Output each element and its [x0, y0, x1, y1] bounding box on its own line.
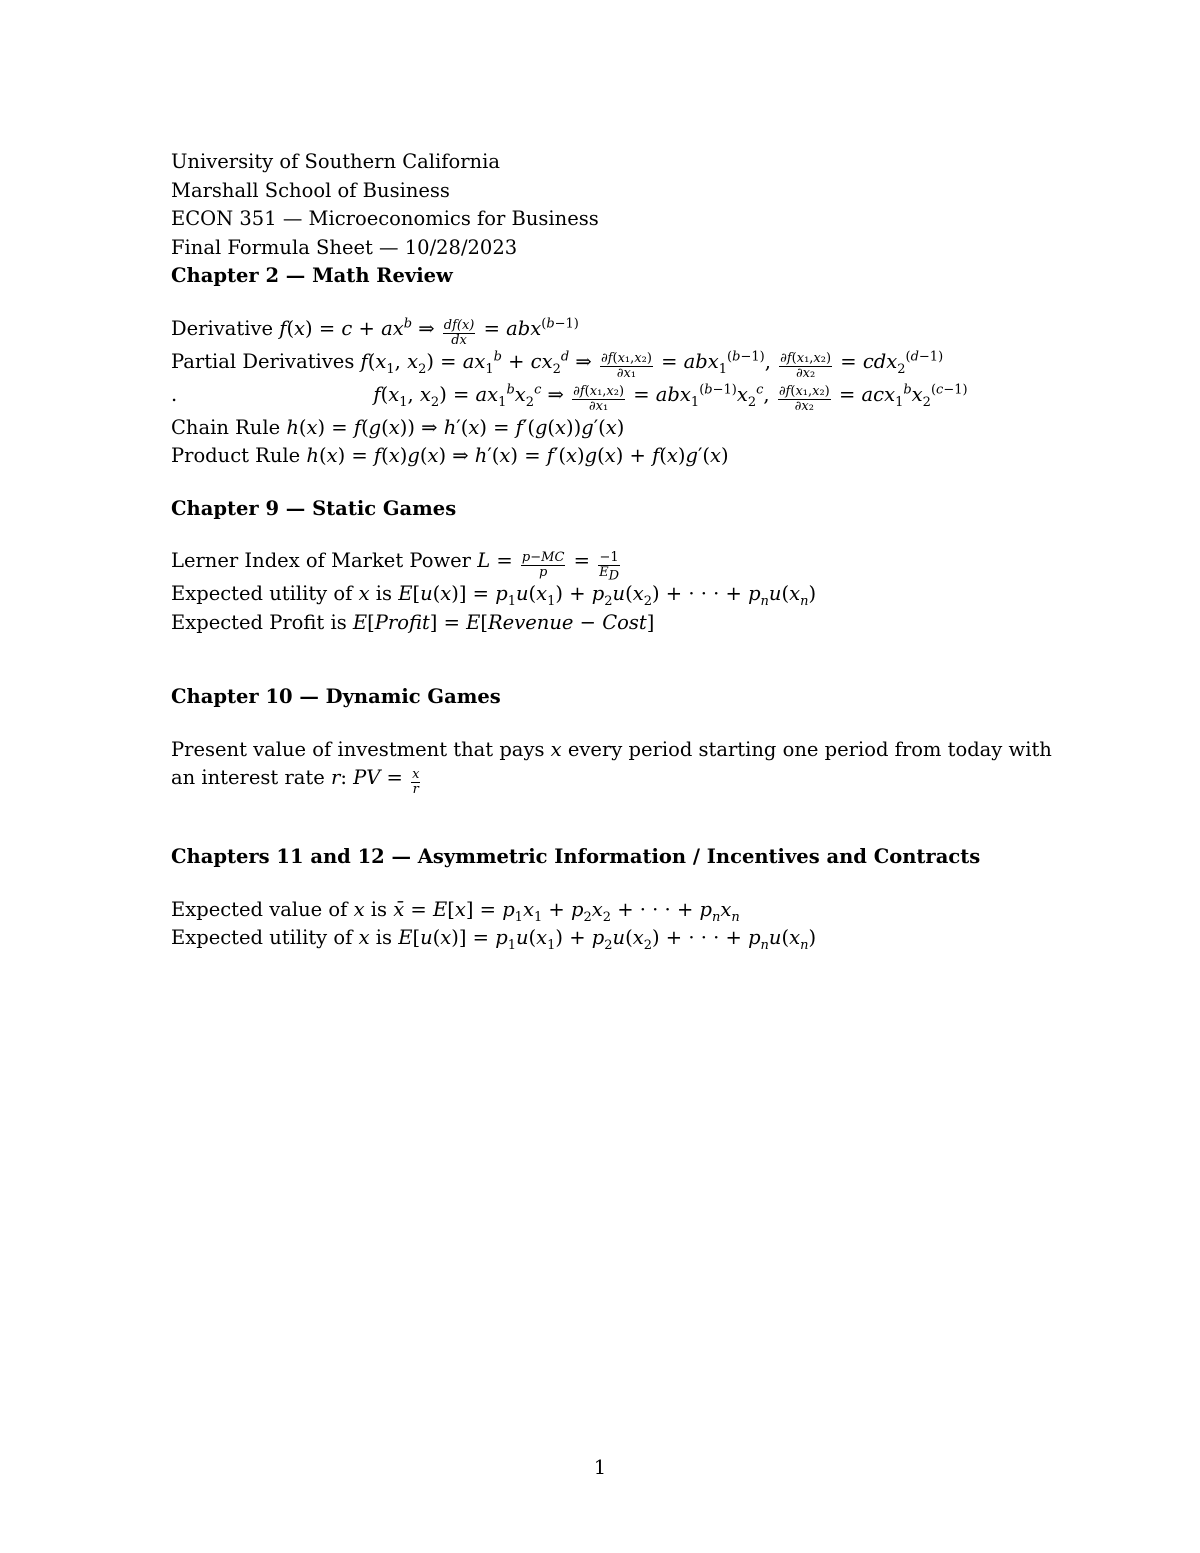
header-university: University of Southern California — [171, 150, 500, 173]
chain-rule-formula: Chain Rule h(x) = f(g(x)) ⇒ h′(x) = f′(g(x))g′(x) — [171, 415, 625, 439]
expected-profit-label: Expected Profit is — [171, 610, 347, 634]
expected-utility-formula-ch11: Expected utility of x is $E[u(x)] = p_1u(x_1) + p_2u(x_2)$ + · · · + $p_nu(x_n)$ — [171, 926, 817, 953]
expected-utility-formula-ch9: Expected utility of x is $E[u(x)] = p_1u(x_1) + p_2u(x_2)$ + · · · + $p_nu(x_n)$ — [171, 582, 817, 609]
chapter-9-heading: Chapter 9 — Static Games — [171, 496, 457, 520]
expected-value-formula: Expected value of x is x̄ = $E[x] = p_1x_1 + p_2x_2$ + · · · + $p_nx_n$ — [171, 897, 740, 925]
derivative-label: Derivative — [171, 316, 274, 340]
pv-text-part-2: every period starting one period from today with — [567, 737, 1052, 761]
chapters-11-12-heading: Chapters 11 and 12 — Asymmetric Information / Incentives and Contracts — [171, 845, 981, 868]
product-rule-formula: Product Rule h(x) = f(x)g(x) ⇒ h′(x) = f′(x)g(x) + f(x)g′(x) — [171, 444, 729, 467]
pv-text-part-3: an interest rate — [171, 766, 325, 789]
header-course: ECON 351 — Microeconomics for Business — [171, 207, 599, 230]
page-number: 1 — [593, 1456, 607, 1479]
present-value-text-line-1: Present value of investment that pays x every period starting one period from today with — [171, 737, 1052, 761]
lerner-index-label: Lerner Index of Market Power — [171, 549, 471, 572]
header-sheet-title: Final Formula Sheet — 10/28/2023 — [171, 235, 518, 259]
continuation-mark: . — [171, 382, 178, 406]
expected-utility-label: Expected utility of — [171, 582, 353, 605]
chain-rule-label: Chain Rule — [171, 415, 281, 439]
partial-derivatives-formula-1: Partial Derivatives $f(x_1$, $x_2) = ax_1^b + cx_2^d$ ⇒ $\frac{\text{∂f(x₁,x₂)}}{\text{∂x₁}}$ = abx$_1^{(b-1)}$, $\frac{\text{∂f(x₁,x₂)}}{\text{∂x₂}}$ = cdx$_2^{(d-1)}$ — [171, 349, 944, 381]
partial-derivatives-label: Partial Derivatives — [171, 349, 355, 373]
derivative-formula: Derivative $f(x) = c + ax^b$ ⇒ $\frac{df(x)}{dx}$ = abx$^{(b-1)}$ — [171, 316, 579, 348]
chapter-10-heading: Chapter 10 — Dynamic Games — [171, 685, 501, 708]
header-school: Marshall School of Business — [171, 178, 450, 202]
partial-derivatives-formula-2: . $f(x_1$, $x_2) = ax_1^bx_2^c$ ⇒ $\frac{\text{∂f(x₁,x₂)}}{\text{∂x₁}}$ = $abx_1^{(b-1)}x_2^c$, $\frac{\text{∂f(x₁,x₂)}}{\text{∂x₂}}$ = $acx_1^bx_2^{(c-1)}$ — [171, 382, 968, 414]
is-word: is — [375, 582, 393, 605]
expected-utility-label: Expected utility of — [171, 926, 353, 949]
is-word: is — [375, 926, 393, 949]
lerner-index-formula: Lerner Index of Market Power L = $\frac{p-MC}{p}$ = $\frac{-1}{E_D}$ — [171, 549, 620, 584]
expected-value-label: Expected value of — [171, 897, 348, 921]
pv-text-part-1: Present value of investment that pays — [171, 737, 545, 761]
expected-profit-formula: Expected Profit is E[Profit] = E[Revenue − Cost] — [171, 610, 655, 634]
pv-colon: : — [340, 766, 347, 789]
is-word: is — [370, 897, 388, 921]
chapter-2-heading: Chapter 2 — Math Review — [171, 264, 453, 287]
present-value-text-line-2: an interest rate r: PV = $\frac{x}{r}$ — [171, 766, 420, 797]
formula-sheet — [171, 148, 1131, 953]
product-rule-label: Product Rule — [171, 444, 301, 467]
